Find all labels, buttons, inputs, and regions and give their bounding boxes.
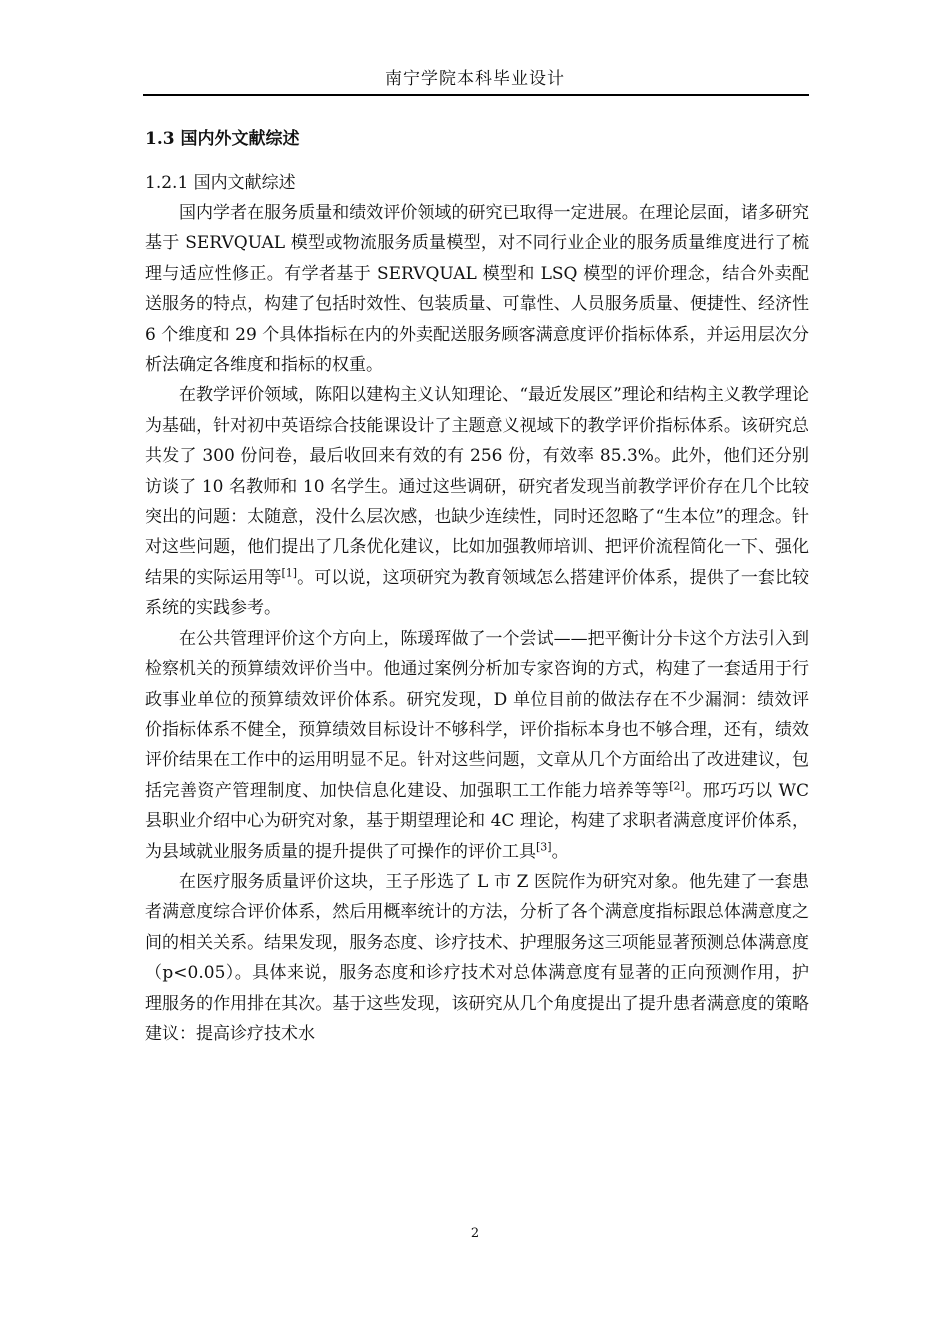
citation-ref: [2]: [669, 779, 685, 793]
section-heading: 1.3 国内外文献综述: [145, 129, 300, 149]
paragraph-text: 在医疗服务质量评价这块，王子彤选了 L 市 Z 医院作为研究对象。他先建了一套患者满意度综合评价体系，然后用概率统计的方法，分析了各个满意度指标跟总体满意度之间的相关关系。结果发现，服务态度、诊疗技术、护理服务这三项能显著预测总体满意度（p<0.05）。具体来说，服务态度和诊疗技术对总体满意度有显著的正向预测作用，护理服务的作用排在其次。基于这些发现，该研究从几个角度提出了提升患者满意度的策略建议：提高诊疗技术水: [145, 871, 809, 1044]
page-body: [145, 124, 809, 1049]
subsection-heading: 1.2.1 国内文献综述: [145, 173, 296, 193]
body-paragraph: [145, 624, 809, 867]
paragraph-text: 在教学评价领域，陈阳以建构主义认知理论、“最近发展区”理论和结构主义教学理论为基础，针对初中英语综合技能课设计了主题意义视域下的教学评价指标体系。该研究总共发了 300 份问卷，最后收回来有效的有 256 份，有效率 85.3%。此外，他们还分别访谈了 10 名教师和 10 名学生。通过这些调研，研究者发现当前教学评价存在几个比较突出的问题：太随意，没什么层次感，也缺少连续性，同时还忽略了“生本位”的理念。针对这些问题，他们提出了几条优化建议，比如加强教师培训、把评价流程简化一下、强化结果的实际运用等: [145, 385, 809, 588]
citation-ref: [3]: [536, 839, 552, 853]
running-header: 南宁学院本科毕业设计: [385, 69, 565, 89]
page-number: 2: [470, 1226, 480, 1241]
paragraph-text: 。邢巧巧以 WC 县职业介绍中心为研究对象，基于期望理论和 4C 理论，构建了求职者满意度评价体系，为县域就业服务质量的提升提供了可操作的评价工具: [145, 780, 809, 862]
body-paragraph: [145, 867, 809, 1049]
paragraph-text: 国内学者在服务质量和绩效评价领域的研究已取得一定进展。在理论层面，诸多研究基于 SERVQUAL 模型或物流服务质量模型，对不同行业企业的服务质量维度进行了梳理与适应性修正。有学者基于 SERVQUAL 模型和 LSQ 模型的评价理念，结合外卖配送服务的特点，构建了包括时效性、包装质量、可靠性、人员服务质量、便捷性、经济性 6 个维度和 29 个具体指标在内的外卖配送服务顾客满意度评价指标体系，并运用层次分析法确定各维度和指标的权重。: [145, 203, 809, 376]
body-paragraphs: [145, 198, 809, 1049]
paragraph-text: 。: [551, 841, 569, 862]
citation-ref: [1]: [281, 566, 298, 580]
paragraph-text: 在公共管理评价这个方向上，陈瑗珲做了一个尝试——把平衡计分卡这个方法引入到检察机关的预算绩效评价当中。他通过案例分析加专家咨询的方式，构建了一套适用于行政事业单位的预算绩效评价体系。研究发现，D 单位目前的做法存在不少漏洞：绩效评价指标体系不健全，预算绩效目标设计不够科学，评价指标本身也不够合理，还有，绩效评价结果在工作中的运用明显不足。针对这些问题，文章从几个方面给出了改进建议，包括完善资产管理制度、加快信息化建设、加强职工工作能力培养等等: [145, 628, 809, 801]
paragraph-text: 。可以说，这项研究为教育领域怎么搭建评价体系，提供了一套比较系统的实践参考。: [145, 567, 810, 619]
body-paragraph: [145, 198, 809, 380]
body-paragraph: [145, 380, 809, 623]
header-rule: [143, 94, 809, 96]
